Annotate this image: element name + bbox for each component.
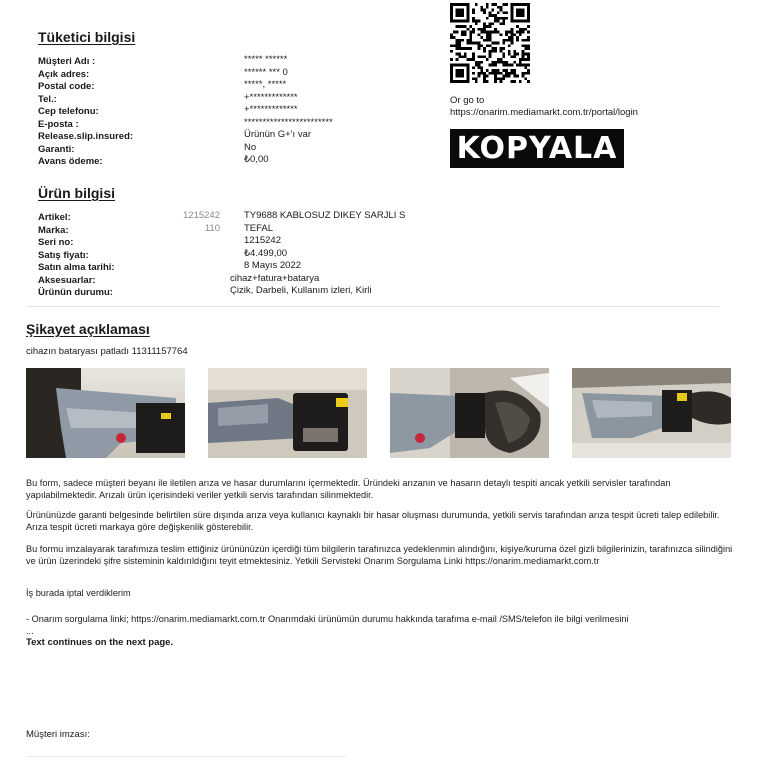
field-label: Satış fiyatı: (38, 249, 89, 261)
disclaimer-paragraph: - Onarım sorgulama linki; https://onarim.mediamarkt.com.tr Onarımdaki ürünümün durumu hakkında tarafıma e-mail /SMS/telefon ile bilgi verilmesini (26, 614, 629, 624)
field-value: Ürünün G+'ı var (244, 129, 312, 140)
signature-line[interactable] (26, 756, 346, 757)
field-label: Cep telefonu: (38, 106, 99, 117)
field-value: ************************ (244, 116, 333, 128)
product-row (38, 260, 458, 273)
consumer-row (38, 129, 438, 142)
portal-link[interactable]: https://onarim.mediamarkt.com.tr/portal/login (450, 107, 638, 118)
product-fields (38, 210, 458, 298)
field-label: Tel.: (38, 93, 57, 105)
field-value: TEFAL (244, 222, 274, 234)
field-label: Avans ödeme: (38, 156, 103, 167)
field-label: Postal code: (38, 81, 95, 92)
field-label: Aksesuarlar: (38, 274, 96, 286)
disclaimer-paragraph: Ürününüzde garanti belgesinde belirtilen süre dışında arıza veya kullanıcı kaynaklı bir hasar oluşması durumunda, yetkili servis tarafından arıza tespit ücreti talep edilebilir. Arıza tespit ücreti markaya göre değişkenlik gösterebilir. (26, 510, 720, 533)
damage-photo[interactable] (572, 368, 731, 458)
product-row (38, 235, 458, 248)
product-row (38, 210, 458, 223)
qr-code-icon[interactable] (450, 3, 530, 83)
field-label: Ürünün durumu: (38, 287, 113, 298)
field-value: *****, ***** (244, 79, 287, 90)
field-label: Garanti: (38, 143, 75, 155)
damage-photo[interactable] (390, 368, 549, 458)
field-value: 8 Mayıs 2022 (244, 260, 302, 271)
field-value: ****** *** 0 (244, 66, 288, 78)
continues-note: Text continues on the next page. (26, 637, 174, 648)
consumer-row (38, 67, 438, 80)
complaint-heading: Şikayet açıklaması (26, 321, 150, 337)
field-value: cihaz+fatura+batarya (230, 272, 320, 284)
qr-code-graphic (450, 3, 530, 83)
consumer-heading: Tüketici bilgisi (38, 29, 136, 45)
or-go-to-text: Or go to (450, 95, 485, 106)
field-value: TY9688 KABLOSUZ DIKEY SARJLI S (244, 210, 406, 221)
field-value: ***** ****** (244, 54, 288, 65)
copy-button[interactable]: KOPYALA (450, 129, 624, 168)
consumer-row (38, 54, 438, 67)
product-row (38, 285, 458, 298)
field-value: 1215242 (244, 235, 281, 246)
consumer-fields (38, 54, 438, 167)
field-label: Marka: (38, 224, 69, 236)
disclaimer-paragraph: Bu form, sadece müşteri beyanı ile iletilen arıza ve hasar durumlarını içermektedir. Üründeki arızanın ve hasarın detaylı tespiti ancak yetkili servisler tarafından yapılabilmektedir. Arızalı ürün içerisindeki veriler yetkili servis tarafından silinmektedir. (26, 478, 671, 501)
field-value: ₺4.499,00 (244, 247, 288, 259)
consumer-row (38, 79, 438, 92)
field-label: Release.slip.insured: (38, 131, 134, 142)
field-value: Çizik, Darbeli, Kullanım izleri, Kirli (230, 285, 372, 296)
field-code: 1215242 (183, 210, 220, 221)
consumer-row (38, 117, 438, 130)
damage-photo[interactable] (208, 368, 367, 458)
section-divider (27, 306, 719, 307)
field-value: +************* (244, 91, 298, 103)
field-label: E-posta : (38, 118, 79, 130)
damage-photo[interactable] (26, 368, 185, 458)
field-value: +************* (244, 104, 298, 115)
field-label: Açık adres: (38, 68, 90, 80)
product-heading: Ürün bilgisi (38, 185, 115, 201)
field-label: Artikel: (38, 212, 71, 223)
consumer-row (38, 104, 438, 117)
consumer-row (38, 154, 438, 167)
consumer-row (38, 92, 438, 105)
product-row (38, 273, 458, 286)
signature-label: Müşteri imzası: (26, 729, 90, 740)
field-label: Müşteri Adı : (38, 56, 96, 67)
field-label: Satın alma tarihi: (38, 262, 115, 273)
ellipsis-text: ... (26, 626, 34, 636)
product-row (38, 223, 458, 236)
complaint-text: cihazın bataryası patladı 11311157764 (26, 346, 188, 357)
disclaimer-paragraph: İş burada iptal verdiklerim (26, 588, 131, 598)
field-value: No (244, 141, 257, 153)
product-row (38, 248, 458, 261)
consumer-row (38, 142, 438, 155)
field-value: ₺0,00 (244, 154, 269, 165)
disclaimer-paragraph: Bu formu imzalayarak tarafımıza teslim ettiğiniz ürününüzün içerdiği tüm bilgilerin tarafınızca yedeklenmin alındığını, kişiye/kuruma özel gizli bilgilerinizin, tarafınızca silindiğini ve ürün üzerindeki şifre sisteminin kaldırıldığını teyit etmektesiniz. Yetkili Servisteki Onarım Sorgulama Linki https://onarim.mediamarkt.com.tr (26, 544, 733, 567)
field-label: Seri no: (38, 237, 74, 248)
field-code: 110 (204, 222, 220, 234)
